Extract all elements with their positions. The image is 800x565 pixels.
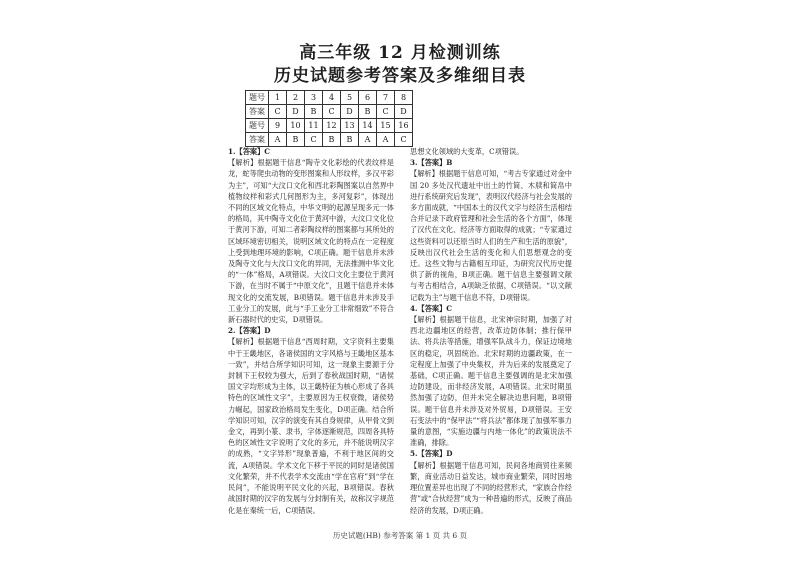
- answer-table-cell: B: [287, 133, 305, 147]
- answer-table-cell: 16: [395, 119, 413, 133]
- answer-table-cell: B: [341, 133, 359, 147]
- q2-answer: 2.【答案】D: [228, 326, 271, 336]
- document-subtitle: 历史试题参考答案及多维细目表: [274, 66, 526, 86]
- answer-table-header-cell: 题号: [246, 91, 269, 105]
- answer-table-cell: 13: [341, 119, 359, 133]
- q5-analysis: 【解析】根据题干信息可知，民间各地商贸往来频繁，商业活动日益发达，城市商业繁荣，同时因地理位置差异也出现了不同的经营形式，“家族合作经营”或“合伙经营”成为一种普遍的形式，反映了商品经济的发展，D项正确。: [410, 460, 572, 515]
- answer-table-header-cell: 题号: [246, 119, 269, 133]
- answer-table-cell: D: [341, 105, 359, 119]
- q2-analysis: 【解析】根据题干信息“西周时期，文字资料主要集中于王畿地区，各诸侯国的文字风格与王畿地区基本一致”，并结合所学知识可知，这一现象主要源于分封制下王权较为强大，后到了春秋战国时期，“诸侯国文字均形成为主体，以王畿特征为核心形成了各具特色的区域性文字”，主要原因为王权衰微，诸侯势力崛起，国家政治格局发生变化，D项正确。结合所学知识可知，汉字的演变有其自身规律，从甲骨文到金文，再到小篆、隶书，字体逐渐规范，四周各具特色的区域性文字说明了文化的多元，并不能说明汉字的成熟，“文字异形”现象普遍，不利于地区间的交流，A项错误。学术文化下移于平民的同时是诸侯国文化繁荣，并不代表学术交流由“学在官府”到“学在民间”，不能说明平民文化的兴起，B项错误。春秋战国时期的汉字的发展与分封制有关，故称汉字规范化是在秦统一后，C项错误。: [228, 337, 394, 515]
- answer-table-cell: A: [359, 133, 377, 147]
- answer-table-cell: 4: [323, 91, 341, 105]
- answer-table-cell: B: [305, 105, 323, 119]
- answer-table-cell: 12: [323, 119, 341, 133]
- answer-table-cell: 8: [395, 91, 413, 105]
- answer-table-cell: 1: [269, 91, 287, 105]
- page-footer: 历史试题(HB) 参考答案 第 1 页 共 6 页: [332, 531, 468, 540]
- q4-analysis: 【解析】根据题干信息，北宋神宗时期，加强了对西北边疆地区的经营，改革边防体制；推行保甲法、将兵法等措施，增强军队战斗力，保证边境地区的稳定，巩固统治。北宋时期的边疆政策，在一定程度上加强了中央集权，并为后来的发展奠定了基础，C项正确。题干信息主要强调的是北宋加强边防建设，而非经济发展，A项错误。北宋时期虽然加强了边防，但并未完全解决边患问题，B项错误。题干信息并未涉及对外贸易，D项错误。王安石变法中的“保甲法”“将兵法”都体现了加强军事力量的意图，“实施边疆与内地一体化”的政策说法不准确，排除。: [410, 315, 572, 448]
- answer-table-cell: 10: [287, 119, 305, 133]
- answer-table-cell: 5: [341, 91, 359, 105]
- answer-table-header-cell: 答案: [246, 133, 269, 147]
- answer-table-cell: 9: [269, 119, 287, 133]
- answer-table-cell: B: [359, 105, 377, 119]
- answer-table-row: [246, 119, 413, 133]
- answer-table-row: [246, 105, 413, 119]
- q3-tail-text: 思想文化领域的大变革，C项错误。: [410, 147, 524, 156]
- answer-table-row: [246, 91, 413, 105]
- answer-table-cell: 3: [305, 91, 323, 105]
- q1-answer: 1.【答案】C: [228, 147, 270, 156]
- answer-table-cell: 15: [377, 119, 395, 133]
- q5-answer: 5.【答案】D: [410, 449, 453, 459]
- answer-table-header-cell: 答案: [246, 105, 269, 119]
- answer-table-cell: A: [377, 133, 395, 147]
- q1-analysis: 【解析】根据题干信息“陶寺文化彩绘的代表纹样是龙，蛇等爬虫动物的变形图案和人形纹样，多汉平彩为主”，可知“大汶口文化和西北彩陶图案以自然界中植物纹样和彩式几何图形为主，多河复彩”，体现出不同的区域文化特点，中华文明的起源呈现多元一体的格局，其中陶寺文化位于黄河中游，大汶口文化位于黄河下游，可知二者彩陶纹样的图案都与其所处的区域环境密切相关，说明区域文化的特点在一定程度上受到地理环境的影响，C项正确。题干信息并未涉及陶寺文化与大汶口文化的异同，无法推测中华文化的“一体”格局，A项错误。大汶口文化主要位于黄河下游，在当时不属于“中原文化”，且题干信息并未体现文化的交流发展，B项错误。题干信息并未涉及手工业分工的发展，此与“手工业分工非常细致”不符合新石器时代的史实，D项错误。: [228, 158, 394, 325]
- answer-table-cell: C: [377, 105, 395, 119]
- answer-table-cell: B: [323, 133, 341, 147]
- answer-table-cell: D: [287, 105, 305, 119]
- answer-table-cell: 14: [359, 119, 377, 133]
- left-column: [228, 146, 394, 516]
- answer-table-cell: C: [323, 105, 341, 119]
- answer-table-cell: 6: [359, 91, 377, 105]
- answer-key-table: [245, 90, 413, 147]
- q3-answer: 3.【答案】B: [410, 158, 453, 168]
- answer-table-cell: 7: [377, 91, 395, 105]
- q3-analysis: 【解析】根据题干信息可知，“考古专家通过对金中国 20 多处汉代遗址中出土的竹简、木牍和简帛中进行系统研究后发现”，表明汉代经济与社会发展的多方面成就，“中国本土的汉代文字与经济生活相结合并记录下政府管理和社会生活的各个方面”，体现了汉代在文化、经济等方面取得的成就；“专家通过这些资料可以还原当时人们的生产和生活的原貌”，反映出汉代社会生活的变化和人们思想观念的变迁。这些文物与古籍相互印证，为研究汉代历史提供了新的视角，B项正确。题干信息主要强调文献与考古相结合，A项缺乏依据，C项错误。“以文献记载为主”与题干信息不符，D项错误。: [410, 169, 572, 302]
- answer-table-cell: D: [395, 105, 413, 119]
- right-column: [410, 146, 572, 516]
- answer-table-cell: 2: [287, 91, 305, 105]
- answer-table-cell: 11: [305, 119, 323, 133]
- answer-table-cell: C: [269, 105, 287, 119]
- answer-table-row: [246, 133, 413, 147]
- answer-table-cell: C: [305, 133, 323, 147]
- q4-answer: 4.【答案】C: [410, 303, 452, 313]
- answer-table-cell: A: [269, 133, 287, 147]
- document-title: 高三年级 12 月检测训练: [299, 43, 501, 63]
- answer-table-cell: C: [395, 133, 413, 147]
